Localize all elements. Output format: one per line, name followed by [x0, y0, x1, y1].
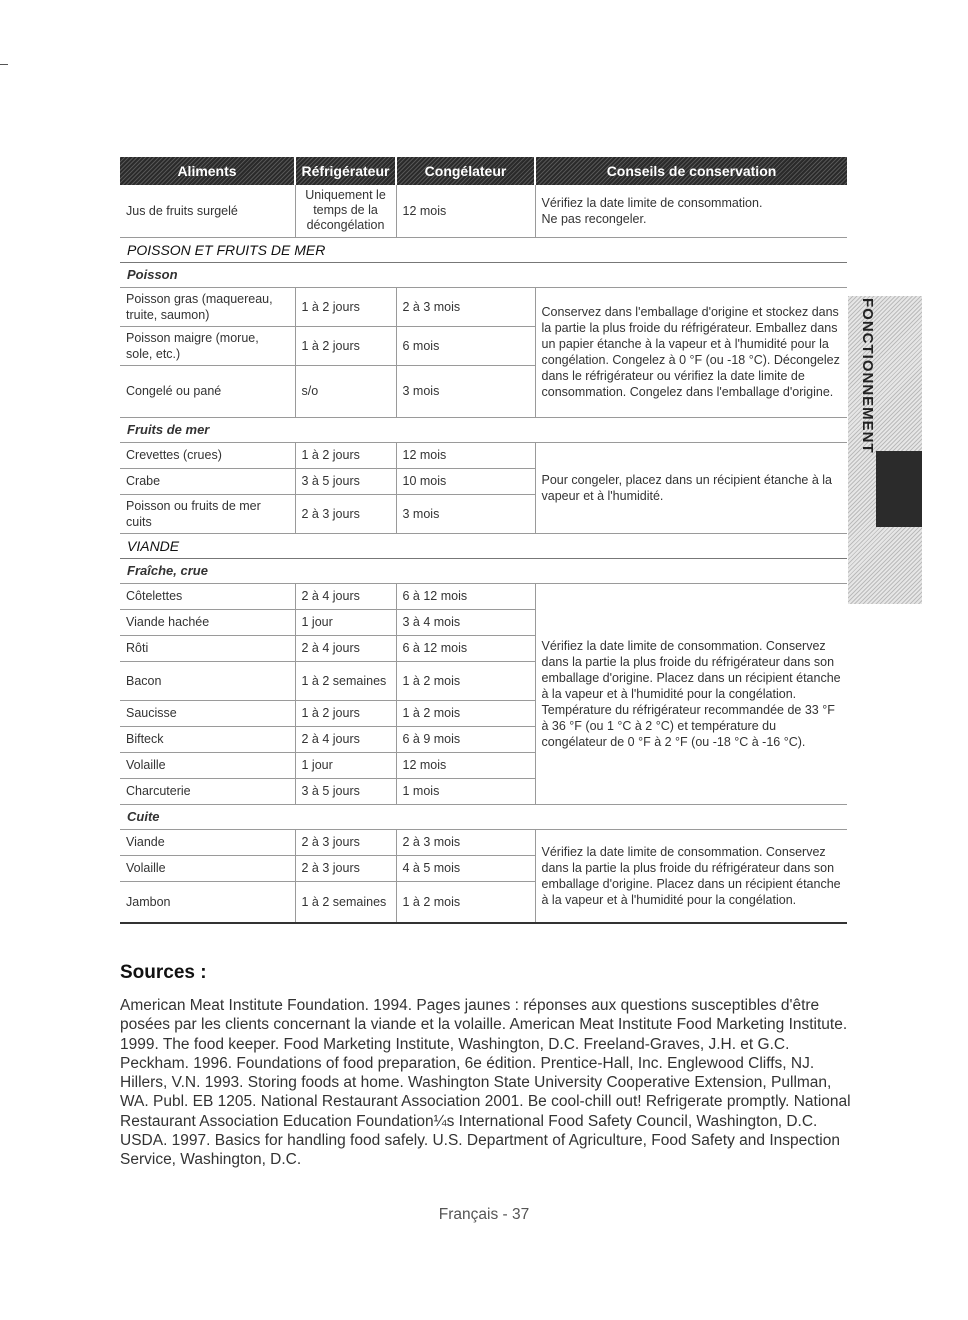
fridge-cell: 1 à 2 semaines: [295, 661, 396, 700]
header-congelateur: Congélateur: [396, 157, 535, 185]
tips-cell: Pour congeler, placez dans un récipient étanche à la vapeur et à l'humidité.: [535, 442, 847, 533]
fridge-cell: 2 à 4 jours: [295, 635, 396, 661]
food-cell: Bifteck: [120, 726, 295, 752]
side-tab-marker: [876, 451, 922, 527]
fridge-cell: 1 jour: [295, 609, 396, 635]
food-cell: Saucisse: [120, 700, 295, 726]
table-row: [120, 829, 847, 855]
table-row: [120, 583, 847, 609]
header-conseils: Conseils de conservation: [535, 157, 847, 185]
fridge-cell: 1 à 2 jours: [295, 442, 396, 468]
fridge-cell: 2 à 3 jours: [295, 829, 396, 855]
food-cell: Viande hachée: [120, 609, 295, 635]
freezer-cell: 2 à 3 mois: [396, 829, 535, 855]
subsection-title: Fruits de mer: [120, 417, 847, 442]
food-cell: Crevettes (crues): [120, 442, 295, 468]
freezer-cell: 1 à 2 mois: [396, 881, 535, 923]
table-header-row: [120, 157, 847, 185]
section-heading-viande: [120, 533, 847, 558]
freezer-cell: 6 à 12 mois: [396, 635, 535, 661]
food-cell: Jambon: [120, 881, 295, 923]
tips-cell: Conservez dans l'emballage d'origine et stockez dans la partie la plus froide du réfrigérateur. Emballez dans un papier étanche à la vapeur et à l'humidité pour la congélation. Congelez à 0 °F (ou -18 °C). Décongelez dans le réfrigérateur ou vérifiez la date limite de consommation. Congelez dans l'emballage d'origine.: [535, 287, 847, 417]
header-aliments: Aliments: [120, 157, 295, 185]
food-cell: Volaille: [120, 855, 295, 881]
subsection-heading-poisson: [120, 262, 847, 287]
tips-cell: Vérifiez la date limite de consommation. Conservez dans la partie la plus froide du réfrigérateur dans son emballage d'origine. Placez dans un récipient étanche à la vapeur et à l'humidité pour la congélation. Température du réfrigérateur recommandée de 33 °F à 36 °F (ou 1 °C à 2 °C) et température du congélateur de 0 °F à 2 °F (ou -18 °C à -16 °C).: [535, 583, 847, 804]
freezer-cell: 6 mois: [396, 326, 535, 365]
page-number: Français - 37: [438, 1206, 530, 1223]
freezer-cell: 3 mois: [396, 494, 535, 533]
fridge-cell: s/o: [295, 365, 396, 417]
fridge-cell: 2 à 4 jours: [295, 583, 396, 609]
table-row: [120, 442, 847, 468]
food-cell: Poisson gras (maquereau, truite, saumon): [120, 287, 295, 326]
margin-tick: [0, 64, 8, 65]
subsection-title: Fraîche, crue: [120, 558, 847, 583]
fridge-cell: Uniquement le temps de la décongélation: [295, 185, 396, 237]
fridge-cell: 2 à 3 jours: [295, 855, 396, 881]
section-title: POISSON ET FRUITS DE MER: [120, 237, 847, 262]
fridge-cell: 2 à 3 jours: [295, 494, 396, 533]
fridge-cell: 1 à 2 jours: [295, 287, 396, 326]
freezer-cell: 12 mois: [396, 752, 535, 778]
food-cell: Rôti: [120, 635, 295, 661]
sources-heading: Sources :: [120, 962, 207, 983]
tips-cell: Vérifiez la date limite de consommation. Ne pas recongeler.: [535, 185, 847, 237]
freezer-cell: 3 mois: [396, 365, 535, 417]
food-cell: Côtelettes: [120, 583, 295, 609]
subsection-heading-fruits: [120, 417, 847, 442]
freezer-cell: 1 à 2 mois: [396, 661, 535, 700]
subsection-heading-fraiche: [120, 558, 847, 583]
subsection-title: Cuite: [120, 804, 847, 829]
table-row: [120, 287, 847, 326]
section-heading-poisson: [120, 237, 847, 262]
table-row: [120, 185, 847, 237]
freezer-cell: 4 à 5 mois: [396, 855, 535, 881]
header-refrigerateur: Réfrigérateur: [295, 157, 396, 185]
tips-cell: Vérifiez la date limite de consommation. Conservez dans la partie la plus froide du réfrigérateur dans son emballage d'origine. Placez dans un récipient étanche à la vapeur et à l'humidité pour la congélation.: [535, 829, 847, 923]
fridge-cell: 3 à 5 jours: [295, 778, 396, 804]
freezer-cell: 12 mois: [396, 185, 535, 237]
subsection-title: Poisson: [120, 262, 847, 287]
section-title: VIANDE: [120, 533, 847, 558]
freezer-cell: 6 à 9 mois: [396, 726, 535, 752]
food-cell: Charcuterie: [120, 778, 295, 804]
fridge-cell: 1 à 2 semaines: [295, 881, 396, 923]
food-cell: Bacon: [120, 661, 295, 700]
freezer-cell: 1 mois: [396, 778, 535, 804]
food-storage-table: [120, 157, 847, 924]
food-cell: Volaille: [120, 752, 295, 778]
freezer-cell: 2 à 3 mois: [396, 287, 535, 326]
freezer-cell: 12 mois: [396, 442, 535, 468]
sources-text: American Meat Institute Foundation. 1994. Pages jaunes : réponses aux questions susceptibles d'être posées par les clients concernant la viande et la volaille. American Meat Institute Food Marketing Institute. 1999. The food keeper. Food Marketing Institute, Washington, D.C. Freeland-Graves, J.H. et G.C. Peckham. 1996. Foundations of food preparation, 6e édition. Prentice-Hall, Inc. Englewood Cliffs, NJ. Hillers, V.N. 1993. Storing foods at home. Washington State University Cooperative Extension, Pullman, WA. Publ. EB 1205. National Restaurant Association 2001. Be cool-chill out! Refrigerate promptly. National Restaurant Association Education Foundation¼s International Food Safety Council, Washington, D.C. USDA. 1997. Basics for handling food safely. U.S. Department of Agriculture, Food Safety and Inspection Service, Washington, D.C.: [120, 997, 851, 1169]
fridge-cell: 1 à 2 jours: [295, 326, 396, 365]
fridge-cell: 1 à 2 jours: [295, 700, 396, 726]
freezer-cell: 3 à 4 mois: [396, 609, 535, 635]
food-cell: Congelé ou pané: [120, 365, 295, 417]
food-cell: Poisson maigre (morue, sole, etc.): [120, 326, 295, 365]
freezer-cell: 1 à 2 mois: [396, 700, 535, 726]
fridge-cell: 1 jour: [295, 752, 396, 778]
food-cell: Crabe: [120, 468, 295, 494]
side-tab-label: FONCTIONNEMENT: [859, 298, 876, 454]
freezer-cell: 10 mois: [396, 468, 535, 494]
freezer-cell: 6 à 12 mois: [396, 583, 535, 609]
food-cell: Jus de fruits surgelé: [120, 185, 295, 237]
fridge-cell: 2 à 4 jours: [295, 726, 396, 752]
food-cell: Poisson ou fruits de mer cuits: [120, 494, 295, 533]
subsection-heading-cuite: [120, 804, 847, 829]
food-cell: Viande: [120, 829, 295, 855]
fridge-cell: 3 à 5 jours: [295, 468, 396, 494]
